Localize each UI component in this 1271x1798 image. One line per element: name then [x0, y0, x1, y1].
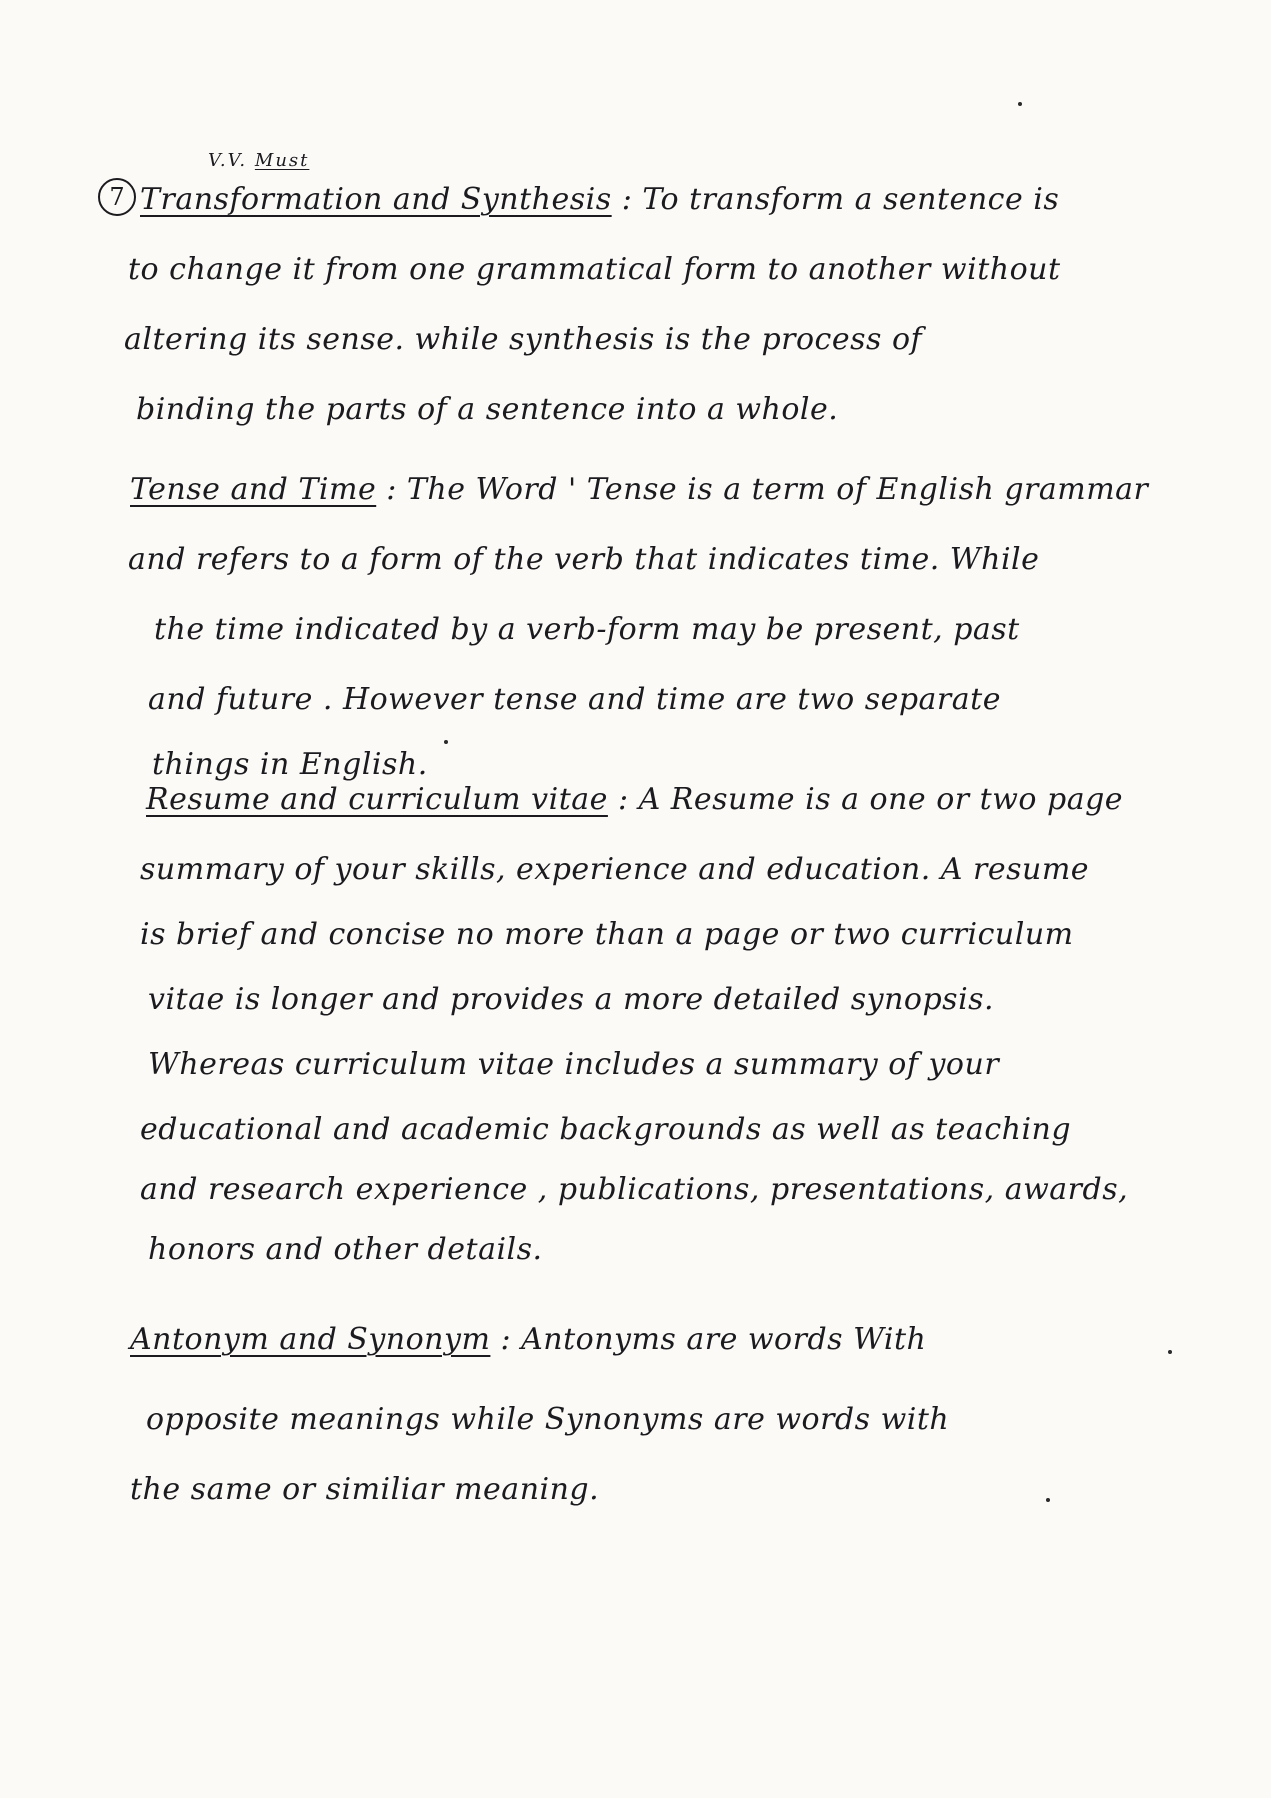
note-vv: V.V. [208, 150, 248, 171]
note-must: Must [254, 150, 310, 171]
paper-speck [1046, 1498, 1050, 1502]
section-1-heading: Transformation and Synthesis [140, 182, 612, 217]
section-2-line-4: and future . However tense and time are two separate [148, 682, 1001, 717]
section-4-heading: Antonym and Synonym [130, 1322, 491, 1357]
section-2-line-2: and refers to a form of the verb that indicates time. While [128, 542, 1040, 577]
section-3-line-5: Whereas curriculum vitae includes a summary of your [148, 1047, 1000, 1082]
paper-speck [444, 740, 448, 744]
section-3-line-8: honors and other details. [148, 1232, 543, 1267]
importance-note [208, 150, 309, 172]
section-3-line-1 [146, 780, 1123, 820]
section-2-line-1 [130, 470, 1148, 510]
section-4-line-2: opposite meanings while Synonyms are words with [146, 1402, 950, 1437]
section-3-line-4: vitae is longer and provides a more detailed synopsis. [148, 982, 995, 1017]
section-2-line-5: things in English. [152, 747, 428, 782]
section-1-line-3: altering its sense. while synthesis is the process of [124, 322, 923, 357]
section-1-line-2: to change it from one grammatical form to another without [128, 252, 1061, 287]
question-number: 7 [98, 178, 136, 216]
section-3-line-2: summary of your skills, experience and education. A resume [140, 852, 1090, 887]
section-4-line-1 [130, 1320, 926, 1360]
section-2-heading: Tense and Time [130, 472, 377, 507]
section-3-line-3: is brief and concise no more than a page or two curriculum [140, 917, 1074, 952]
section-3-heading: Resume and curriculum vitae [146, 782, 608, 817]
paper-speck [1168, 1350, 1172, 1354]
section-1-line-1 [140, 180, 1059, 220]
section-3-text-1: : A Resume is a one or two page [617, 782, 1124, 817]
section-2-line-3: the time indicated by a verb-form may be present, past [154, 612, 1020, 647]
section-3-line-6: educational and academic backgrounds as well as teaching [140, 1112, 1072, 1147]
section-3-line-7: and research experience , publications, presentations, awards, [140, 1172, 1129, 1207]
section-1-text-1: : To transform a sentence is [621, 182, 1060, 217]
section-1-line-4: binding the parts of a sentence into a whole. [136, 392, 839, 427]
section-2-text-1: : The Word ' Tense is a term of English grammar [386, 472, 1149, 507]
paper-speck [1018, 102, 1022, 106]
section-4-text-1: : Antonyms are words With [500, 1322, 927, 1357]
section-4-line-3: the same or similiar meaning. [130, 1472, 600, 1507]
